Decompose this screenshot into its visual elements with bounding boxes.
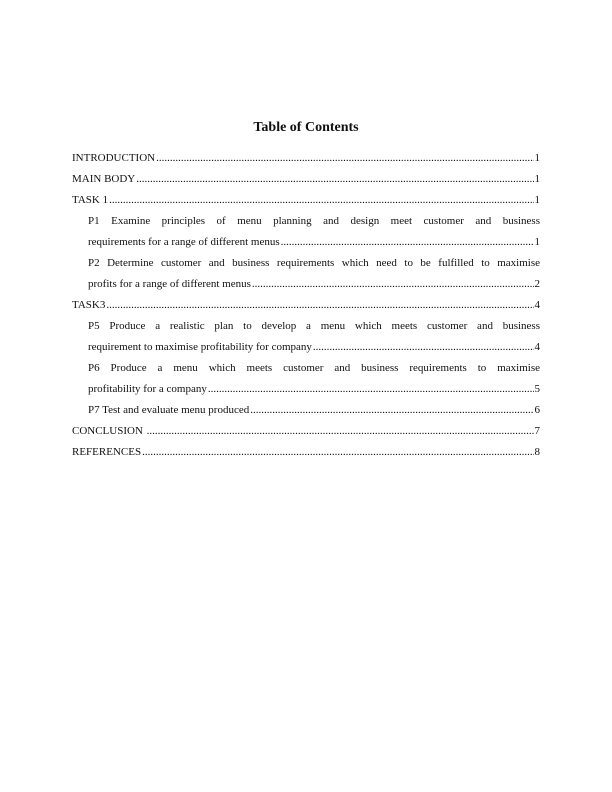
table-of-contents <box>72 148 540 463</box>
toc-entry-text-line2: requirement to maximise profitability for company <box>88 341 312 353</box>
toc-entry-text-line1: P5 Produce a realistic plan to develop a menu which meets customer and business <box>88 320 540 332</box>
toc-entry-text: MAIN BODY <box>72 173 136 185</box>
toc-page-number: 8 <box>534 446 540 458</box>
toc-page-number: 1 <box>534 236 540 248</box>
toc-page-number: 5 <box>534 383 540 395</box>
dot-leader <box>250 400 533 421</box>
toc-entry-p7[interactable] <box>72 400 540 421</box>
toc-page-number: 2 <box>534 278 540 290</box>
toc-page-number: 1 <box>534 152 540 164</box>
toc-page-number: 1 <box>534 173 540 185</box>
toc-page-number: 4 <box>534 299 540 311</box>
toc-entry-text-line2: profits for a range of different menus <box>88 278 251 290</box>
dot-leader <box>281 232 534 253</box>
toc-entry-text-line1: P2 Determine customer and business requirements which need to be fulfilled to maximise <box>88 257 540 269</box>
toc-entry-text: CONCLUSION <box>72 425 146 437</box>
toc-entry-p6[interactable] <box>72 358 540 400</box>
toc-entry-p5[interactable] <box>72 316 540 358</box>
toc-entry-text: REFERENCES <box>72 446 142 458</box>
toc-entry-p1[interactable] <box>72 211 540 253</box>
dot-leader <box>208 379 534 400</box>
toc-title: Table of Contents <box>253 120 359 135</box>
toc-entry-text-line1: P6 Produce a menu which meets customer and business requirements to maximise <box>88 362 540 374</box>
dot-leader <box>156 148 533 169</box>
toc-entry-references[interactable] <box>72 442 540 463</box>
toc-entry-text-line1: P1 Examine principles of menu planning and design meet customer and business <box>88 215 540 227</box>
toc-entry-text: INTRODUCTION <box>72 152 156 164</box>
dot-leader <box>109 190 533 211</box>
toc-entry-p2[interactable] <box>72 253 540 295</box>
dot-leader <box>136 169 533 190</box>
dot-leader <box>313 337 534 358</box>
toc-entry-text-line2: profitability for a company <box>88 383 207 395</box>
toc-entry-text: P7 Test and evaluate menu produced <box>88 404 250 416</box>
toc-entry-main-body[interactable] <box>72 169 540 190</box>
toc-entry-task3[interactable] <box>72 295 540 316</box>
toc-entry-introduction[interactable] <box>72 148 540 169</box>
toc-entry-text: TASK3 <box>72 299 106 311</box>
dot-leader <box>252 274 534 295</box>
toc-page-number: 4 <box>534 341 540 353</box>
dot-leader <box>147 421 534 442</box>
toc-entry-text-line2: requirements for a range of different menus <box>88 236 280 248</box>
dot-leader <box>106 295 533 316</box>
toc-entry-task-1[interactable] <box>72 190 540 211</box>
toc-entry-text: TASK 1 <box>72 194 109 206</box>
toc-page-number: 1 <box>534 194 540 206</box>
dot-leader <box>142 442 533 463</box>
toc-page-number: 6 <box>534 404 540 416</box>
toc-entry-conclusion[interactable] <box>72 421 540 442</box>
toc-page-number: 7 <box>534 425 540 437</box>
